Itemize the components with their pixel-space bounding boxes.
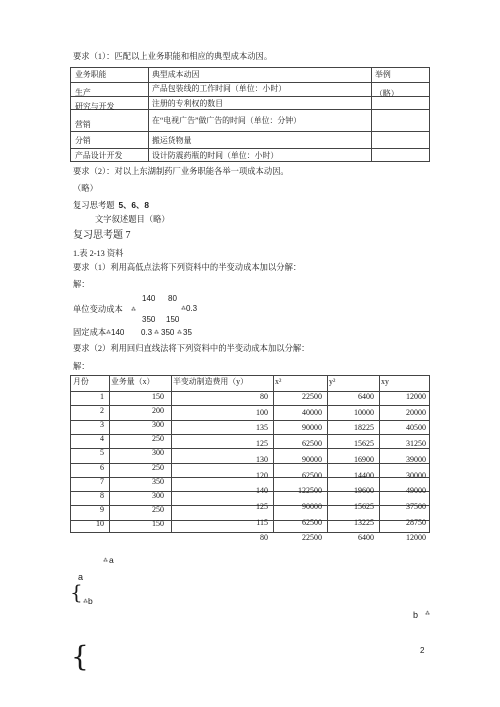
unit-variable-cost-label: 单位变动成本 [73,305,123,314]
table-cell: 200 [152,406,164,416]
table-header-cell: 月份 [73,377,89,386]
table-row-rule [71,131,430,132]
a-hat-symbol: a [109,555,114,565]
b-hat-symbol: b [88,596,93,606]
table-cell: 125 [256,501,268,511]
high-low-solution-label: 解： [73,280,90,289]
table-cell: 37500 [406,501,426,511]
table-cell: 49000 [406,486,426,496]
table-cell: 分销 [75,136,91,145]
table-cell: 31250 [406,439,426,449]
table-cell: 15625 [354,501,374,511]
table-cell: 6400 [358,392,374,401]
a-symbol: a [78,572,84,582]
garbled-equals-glyph: ⁂ [181,306,186,312]
table-cell: 125 [256,439,268,449]
regression-data-table-cells [70,375,430,541]
fixed-cost-high-cost: 140 [111,328,125,337]
garbled-multiply-glyph: ⁂ [154,330,159,336]
review-question-numbers: 5、6、8 [118,200,149,210]
table-cell: 2 [100,406,104,416]
table-cell: 研究与开发 [75,102,115,111]
table-cell: 40000 [302,407,322,417]
fixed-cost-label: 固定成本 [73,328,107,337]
table-cell: 18225 [354,423,374,433]
table-cell: （略） [375,89,399,98]
garbled-equals-glyph: ⁂ [106,330,111,336]
table-cell: 120 [256,470,268,480]
table-cell: 90000 [302,423,322,433]
table-cell: 22500 [302,392,322,401]
table-cell: 40500 [406,423,426,433]
table-cell: 30000 [406,470,426,480]
omitted-note: （略） [73,184,98,193]
garbled-hat-glyph: ⁂ [83,599,88,605]
table-cell: 115 [256,517,268,527]
requirement-2-text: 要求（2）：对以上东湖制药厂业务职能各举一项成本动因。 [73,167,289,176]
table-header-cell: x² [275,377,282,386]
table-header-cell: y² [329,377,336,386]
table-cell: 注册的专利权的数目 [152,99,224,108]
table-cell: 产品包装线的工作时间（单位：小时） [152,84,287,93]
table-cell: 28750 [406,517,426,527]
fixed-cost-result: 35 [183,328,192,337]
table-cell: 90000 [302,454,322,464]
table-cell: 300 [152,490,164,500]
table-cell: 12000 [406,392,426,401]
table-cell: 150 [152,518,164,528]
table-header-cell: 业务量（x） [111,377,155,386]
fixed-cost-high-volume: 350 [161,328,175,337]
table-header-cell: 半变动制造费用（y） [173,377,248,386]
table-cell: 22500 [302,533,322,541]
table-cell: 300 [152,448,164,458]
table-cell: 营销 [75,120,91,129]
table-cell: 135 [256,423,268,433]
table-cell: 10000 [354,407,374,417]
numerator-low-cost: 80 [168,294,177,303]
table-cell: 80 [260,392,268,401]
requirement-1-text: 要求（1）：匹配以上业务职能和相应的典型成本动因。 [73,52,273,61]
page-number: 2 [420,646,425,655]
table-cell: 搬运货物量 [152,136,192,145]
table-cell: 90000 [302,501,322,511]
regression-requirement: 要求（2）利用回归直线法将下列资料中的半变动成本加以分解： [73,344,310,353]
table-cell: 12000 [406,533,426,541]
garbled-equals-glyph: ⁂ [131,307,136,313]
table-cell: 7 [100,476,104,486]
table-cell: 生产 [75,88,91,97]
table-cell: 100 [256,407,268,417]
left-brace: { [70,580,83,604]
table-cell: 在“电视广告”做广告的时间（单位：分钟） [152,116,302,125]
table-column-rule [148,68,149,162]
data-source-label: 1.表 2-13 资料 [73,249,124,258]
table-cell: 13225 [354,517,374,527]
table-column-rule [371,68,372,162]
table-cell: 250 [152,434,164,444]
narrative-note: 文字叙述题目（略） [95,215,170,224]
table-cell: 产品设计开发 [75,151,123,160]
table-cell: 140 [256,486,268,496]
table-header-cell: 典型成本动因 [152,70,200,79]
table-cell: 3 [100,420,104,430]
table-header-cell: 举例 [375,70,391,79]
table-cell: 122500 [298,486,322,496]
table-cell: 14400 [354,470,374,480]
table-cell: 39000 [406,454,426,464]
table-cell: 6 [100,462,104,472]
table-cell: 4 [100,434,104,444]
denominator-high-volume: 350 [142,315,156,324]
table-cell: 1 [100,392,104,401]
b-symbol: b [413,610,419,620]
review-questions-label: 复习思考题 [73,201,115,210]
table-header-cell: 业务职能 [75,70,107,79]
table-cell: 250 [152,504,164,514]
table-row-rule [71,109,430,110]
unit-variable-cost-result: 0.3 [186,304,198,313]
table-cell: 62500 [302,517,322,527]
table-cell: 20000 [406,407,426,417]
table-cell: 10 [96,518,104,528]
table-cell: 130 [256,454,268,464]
table-cell: 6400 [358,533,374,541]
table-header-cell: xy [381,377,389,386]
garbled-hat-glyph: ⁂ [103,558,108,564]
table-cell: 62500 [302,470,322,480]
denominator-low-volume: 150 [166,315,180,324]
garbled-hat-glyph: ⁂ [425,611,430,617]
table-cell: 15625 [354,439,374,449]
regression-solution-label: 解： [73,362,90,371]
table-cell: 62500 [302,439,322,449]
left-brace: { [71,640,89,673]
table-cell: 350 [152,476,164,486]
garbled-equals-glyph: ⁂ [177,330,182,336]
fixed-cost-rate: 0.3 [141,328,153,337]
table-row-rule [71,148,430,149]
table-cell: 9 [100,504,104,514]
review-questions-568 [73,199,149,212]
table-cell: 250 [152,462,164,472]
table-cell: 150 [152,392,164,401]
table-cell: 19600 [354,486,374,496]
numerator-high-cost: 140 [142,294,156,303]
table-cell: 300 [152,420,164,430]
high-low-requirement: 要求（1）利用高低点法将下列资料中的半变动成本加以分解： [73,263,302,272]
table-cell: 设计防震药瓶的时间（单位：小时） [152,151,279,160]
table-cell: 16900 [354,454,374,464]
table-cell: 5 [100,448,104,458]
review-question-7-heading: 复习思考题 7 [73,230,131,241]
table-cell: 80 [260,533,268,541]
table-cell: 8 [100,490,104,500]
business-function-cost-driver-table [70,67,430,162]
